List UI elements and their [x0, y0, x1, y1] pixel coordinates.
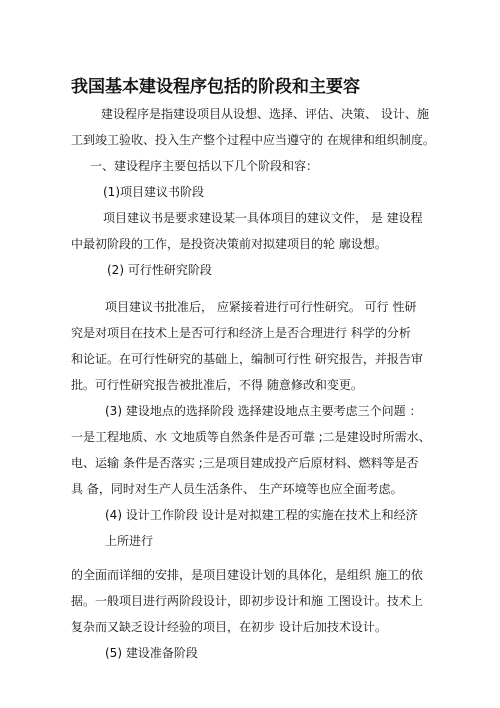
paragraph-line: 一是工程地质、水 文地质等自然条件是否可靠 ;二是建设时所需水、	[71, 430, 431, 444]
subsection-heading: (5) 建设准备阶段	[105, 646, 198, 660]
paragraph-line: 具 备，同时对生产人员生活条件、 生产环境等也应全面考虑。	[71, 482, 403, 496]
paragraph-line: 中最初阶段的工作，是投资决策前对拟建项目的轮 廓设想。	[71, 237, 387, 251]
paragraph-line: 项目建议书是要求建设某一具体项目的建议文件， 是 建设程	[103, 211, 423, 225]
paragraph-line: 工到竣工验收、投入生产整个过程中应当遵守的 在规律和组织制度。	[71, 133, 435, 147]
paragraph-line: 批。可行性研究报告被批准后，不得 随意修改和变更。	[71, 378, 363, 392]
paragraph-line: 复杂而又缺乏设计经验的项目，在初步 设计后加技术设计。	[71, 620, 387, 634]
paragraph-line: 据。一般项目进行两阶段设计，即初步设计和施 工图设计。技术上	[71, 594, 423, 608]
paragraph-line: 和论证。在可行性研究的基础上，编制可行性 研究报告，并报告审	[71, 352, 423, 366]
document-title: 我国基本建设程序包括的阶段和主要容	[71, 77, 360, 97]
paragraph-line: 上所进行	[105, 534, 154, 548]
paragraph-line: 究是对项目在技术上是否可行和经济上是否合理进行 科学的分析	[71, 326, 411, 340]
paragraph-line: 的全面而详细的安排，是项目建设计划的具体化，是组织 施工的依	[71, 568, 423, 582]
subsection-heading: (3) 建设地点的选择阶段 选择建设地点主要考虑三个问题 ：	[105, 404, 422, 418]
subsection-heading: (4) 设计工作阶段 设计是对拟建工程的实施在技术上和经济	[105, 508, 418, 522]
section-heading: 一、建设程序主要包括以下几个阶段和容：	[90, 159, 319, 173]
paragraph-line: 项目建议书批准后， 应紧接着进行可行性研究。 可行 性研	[105, 300, 417, 314]
paragraph-line: 建设程序是指建设项目从设想、选择、评估、决策、 设计、施	[101, 107, 429, 121]
paragraph-line: 电、运输 条件是否落实 ;三是项目建成投产后原材料、燃料等是否	[71, 456, 419, 470]
subsection-heading: (2) 可行性研究阶段	[107, 263, 212, 277]
subsection-heading: (1)项目建议书阶段	[103, 185, 204, 199]
